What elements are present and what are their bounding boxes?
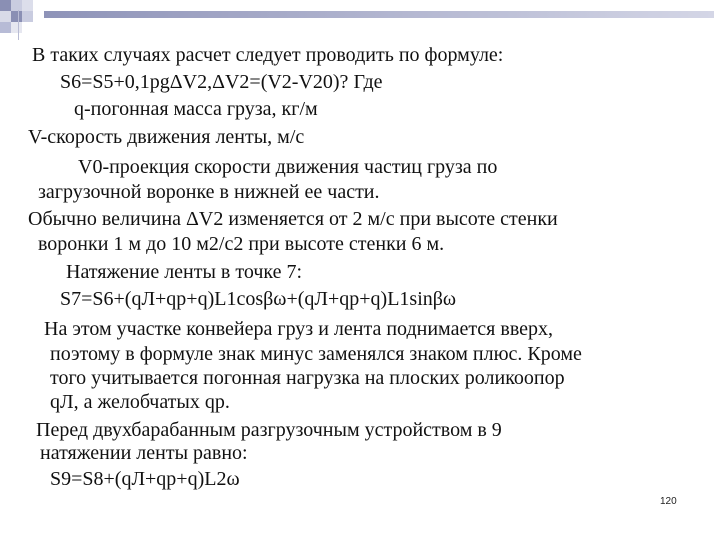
text-line: qЛ, а желобчатых qp.	[50, 391, 230, 413]
vertical-divider	[18, 10, 19, 40]
text-line: В таких случаях расчет следует проводить по формуле:	[32, 44, 504, 66]
text-line: натяжении ленты равно:	[40, 442, 248, 464]
formula-line: S9=S8+(qЛ+qp+q)L2ω	[50, 468, 240, 490]
decor-square	[0, 0, 11, 11]
text-line: загрузочной воронке в нижней ее части.	[38, 181, 380, 203]
page-number: 120	[660, 496, 677, 507]
text-line: На этом участке конвейера груз и лента поднимается вверх,	[44, 318, 554, 340]
decor-square	[11, 11, 22, 22]
text-line: V0-проекция скорости движения частиц груза по	[78, 156, 498, 178]
text-line: Натяжение ленты в точке 7:	[66, 261, 303, 283]
decor-square	[11, 0, 22, 11]
formula-line: S6=S5+0,1pgΔV2,ΔV2=(V2-V20)? Где	[60, 71, 383, 93]
decor-square	[0, 22, 11, 33]
decor-square	[22, 0, 33, 11]
header-bar	[44, 11, 714, 18]
text-line: Обычно величина ΔV2 изменяется от 2 м/с при высоте стенки	[28, 208, 558, 230]
decor-square	[33, 0, 44, 11]
text-line: q-погонная масса груза, кг/м	[74, 98, 318, 120]
text-line: Перед двухбарабанным разгрузочным устройством в 9	[36, 419, 502, 441]
text-line: того учитывается погонная нагрузка на плоских роликоопор	[50, 367, 565, 389]
text-line: поэтому в формуле знак минус заменялся знаком плюс. Кроме	[50, 343, 582, 365]
text-line: воронки 1 м до 10 м2/с2 при высоте стенки 6 м.	[38, 233, 445, 255]
decor-square	[22, 11, 33, 22]
text-line: V-скорость движения ленты, м/с	[28, 126, 305, 148]
header-decoration	[0, 0, 720, 40]
formula-line: S7=S6+(qЛ+qp+q)L1cosβω+(qЛ+qp+q)L1sinβω	[60, 288, 457, 310]
decor-square	[0, 11, 11, 22]
decor-square	[11, 22, 22, 33]
